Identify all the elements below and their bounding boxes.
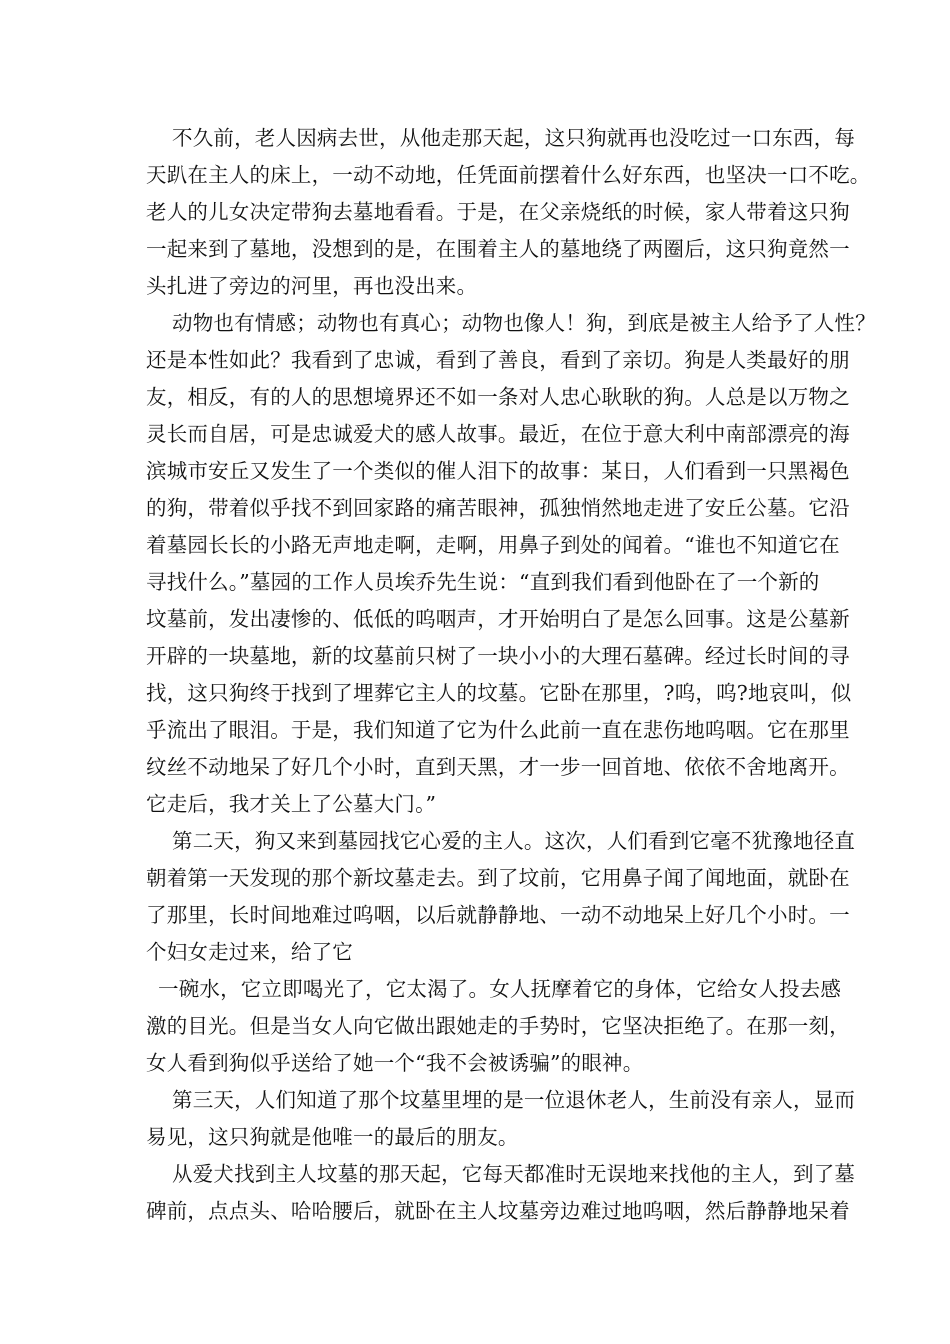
text-line: 开辟的一块墓地，新的坟墓前只树了一块小小的大理石墓碑。经过长时间的寻 [146, 644, 850, 668]
text-line: 动物也有情感；动物也有真心；动物也像人！狗，到底是被主人给予了人性？ [172, 311, 876, 335]
text-line: 一碗水，它立即喝光了，它太渴了。女人抚摩着它的身体，它给女人投去感 [158, 977, 842, 1001]
text-line: 天趴在主人的床上，一动不动地，任凭面前摆着什么好东西，也坚决一口不吃。 [146, 163, 871, 187]
text-line: 寻找什么。”墓园的工作人员埃乔先生说：“直到我们看到他卧在了一个新的 [146, 570, 820, 594]
text-line: 滨城市安丘又发生了一个类似的催人泪下的故事：某日，人们看到一只黑褐色 [146, 459, 850, 483]
text-line: 了那里，长时间地难过呜咽，以后就静静地、一动不动地呆上好几个小时。一 [146, 903, 850, 927]
text-line: 找，这只狗终于找到了埋葬它主人的坟墓。它卧在那里，?呜，呜?地哀叫，似 [146, 681, 852, 705]
text-line: 乎流出了眼泪。于是，我们知道了它为什么此前一直在悲伤地呜咽。它在那里 [146, 718, 850, 742]
text-line: 它走后，我才关上了公墓大门。” [146, 792, 437, 816]
text-line: 还是本性如此？我看到了忠诚，看到了善良，看到了亲切。狗是人类最好的朋 [146, 348, 850, 372]
text-line: 友，相反，有的人的思想境界还不如一条对人忠心耿耿的狗。人总是以万物之 [146, 385, 850, 409]
text-line: 易见，这只狗就是他唯一的最后的朋友。 [146, 1125, 519, 1149]
text-line: 女人看到狗似乎送给了她一个“我不会被诱骗”的眼神。 [146, 1051, 644, 1075]
text-line: 第二天，狗又来到墓园找它心爱的主人。这次，人们看到它毫不犹豫地径直 [172, 829, 856, 853]
text-line: 老人的儿女决定带狗去墓地看看。于是，在父亲烧纸的时候，家人带着这只狗 [146, 200, 850, 224]
text-line: 第三天，人们知道了那个坟墓里埋的是一位退休老人，生前没有亲人，显而 [172, 1088, 856, 1112]
text-line: 激的目光。但是当女人向它做出跟她走的手势时，它坚决拒绝了。在那一刻， [146, 1014, 850, 1038]
text-line: 着墓园长长的小路无声地走啊，走啊，用鼻子到处的闻着。“谁也不知道它在 [146, 533, 840, 557]
text-line: 朝着第一天发现的那个新坟墓走去。到了坟前，它用鼻子闻了闻地面，就卧在 [146, 866, 850, 890]
text-line: 个妇女走过来，给了它 [146, 940, 353, 964]
text-line: 灵长而自居，可是忠诚爱犬的感人故事。最近，在位于意大利中南部漂亮的海 [146, 422, 850, 446]
text-line: 一起来到了墓地，没想到的是，在围着主人的墓地绕了两圈后，这只狗竟然一 [146, 237, 850, 261]
text-line: 纹丝不动地呆了好几个小时，直到天黑，才一步一回首地、依依不舍地离开。 [146, 755, 850, 779]
text-line: 碑前，点点头、哈哈腰后，就卧在主人坟墓旁边难过地呜咽，然后静静地呆着 [146, 1199, 850, 1223]
text-line: 头扎进了旁边的河里，再也没出来。 [146, 274, 478, 298]
text-line: 的狗，带着似乎找不到回家路的痛苦眼神，孤独悄然地走进了安丘公墓。它沿 [146, 496, 850, 520]
text-line: 不久前，老人因病去世，从他走那天起，这只狗就再也没吃过一口东西，每 [172, 126, 856, 150]
text-line: 从爱犬找到主人坟墓的那天起，它每天都准时无误地来找他的主人，到了墓 [172, 1162, 856, 1186]
text-line: 坟墓前，发出凄惨的、低低的呜咽声，才开始明白了是怎么回事。这是公墓新 [146, 607, 850, 631]
